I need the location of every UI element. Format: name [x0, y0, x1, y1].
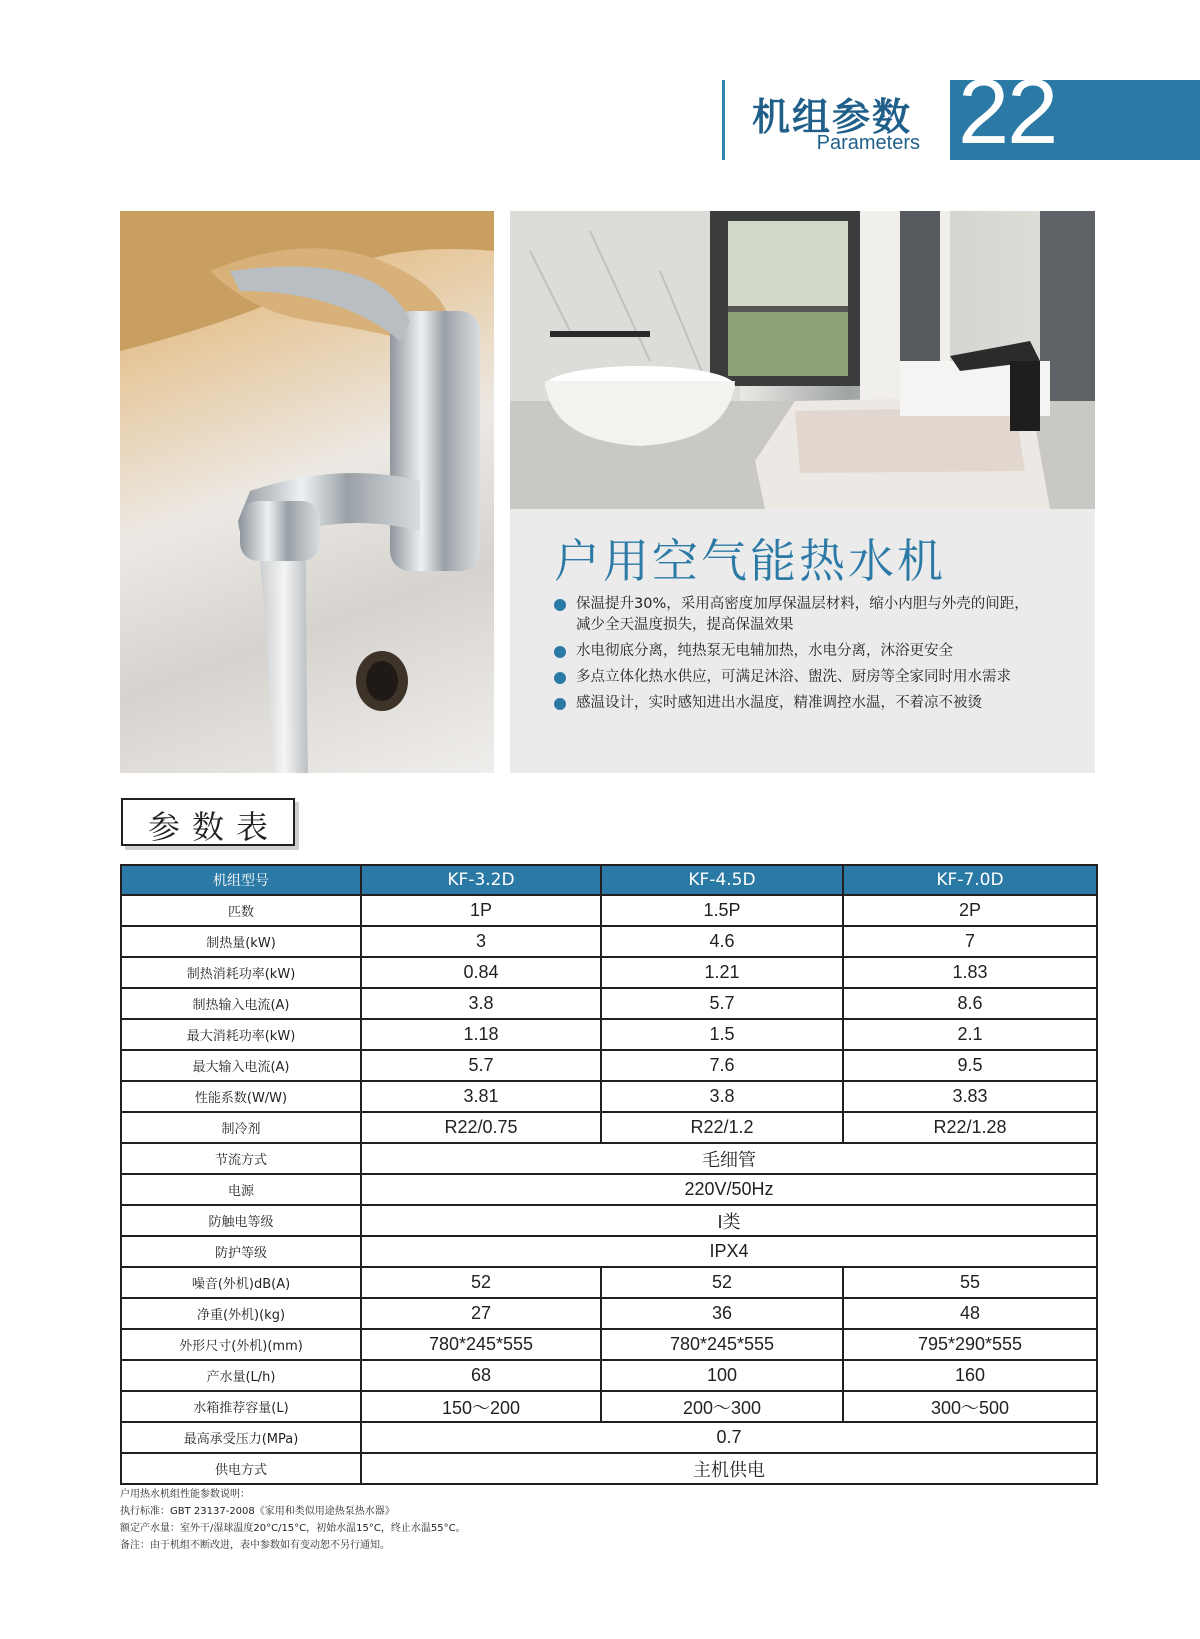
page-title-en: Parameters — [816, 132, 920, 154]
table-cell: 68 — [361, 1360, 601, 1391]
table-cell: 2P — [843, 895, 1097, 926]
table-cell: 150～200 — [361, 1391, 601, 1422]
feature-item — [554, 641, 1034, 662]
section-label-box — [121, 798, 295, 846]
table-row — [121, 1205, 1097, 1236]
table-cell: 7.6 — [601, 1050, 843, 1081]
product-feature-panel — [510, 509, 1095, 773]
table-cell: 3.8 — [361, 988, 601, 1019]
section-label: 参数表 — [147, 808, 280, 846]
table-row — [121, 895, 1097, 926]
table-cell: 4.6 — [601, 926, 843, 957]
header-cell-kf-7.0d: KF-7.0D — [843, 865, 1097, 895]
table-cell: 5.7 — [361, 1050, 601, 1081]
table-cell: 48 — [843, 1298, 1097, 1329]
table-cell: 3.81 — [361, 1081, 601, 1112]
table-cell: 5.7 — [601, 988, 843, 1019]
feature-text: 感温设计，实时感知进出水温度，精准调控水温，不着凉不被烫 — [576, 695, 982, 711]
row-label: 匹数 — [121, 895, 361, 926]
feature-item — [554, 693, 1034, 714]
bathroom-photo — [510, 211, 1095, 509]
row-label: 最大输入电流(A) — [121, 1050, 361, 1081]
table-row — [121, 1236, 1097, 1267]
table-cell: 8.6 — [843, 988, 1097, 1019]
row-label: 制热输入电流(A) — [121, 988, 361, 1019]
row-label: 性能系数(W/W) — [121, 1081, 361, 1112]
feature-item — [554, 667, 1034, 688]
table-cell: 1.18 — [361, 1019, 601, 1050]
parameter-table — [120, 864, 1098, 1485]
table-row — [121, 1019, 1097, 1050]
table-row — [121, 1267, 1097, 1298]
header-cell-kf-3.2d: KF-3.2D — [361, 865, 601, 895]
note-line: 备注：由于机组不断改进，表中参数如有变动恕不另行通知。 — [120, 1540, 390, 1551]
table-cell: 2.1 — [843, 1019, 1097, 1050]
feature-item — [554, 594, 1034, 636]
table-cell: 9.5 — [843, 1050, 1097, 1081]
row-label: 防护等级 — [121, 1236, 361, 1267]
feature-text: 保温提升30%，采用高密度加厚保温层材料，缩小内胆与外壳的间距，减少全天温度损失，提高保温效果 — [576, 596, 1029, 633]
faucet-photo — [120, 211, 494, 773]
table-cell: 1.5 — [601, 1019, 843, 1050]
table-cell-merged: 毛细管 — [361, 1143, 1097, 1174]
table-row — [121, 988, 1097, 1019]
note-line: 额定产水量：室外干/湿球温度20°C/15°C，初始水温15°C，终止水温55°C。 — [120, 1523, 466, 1534]
table-cell: 780*245*555 — [361, 1329, 601, 1360]
table-cell: 3.8 — [601, 1081, 843, 1112]
table-cell: 1P — [361, 895, 601, 926]
bullet-icon — [554, 672, 566, 684]
row-label: 节流方式 — [121, 1143, 361, 1174]
table-cell: 52 — [601, 1267, 843, 1298]
table-row — [121, 1453, 1097, 1484]
bullet-icon — [554, 646, 566, 658]
row-label: 供电方式 — [121, 1453, 361, 1484]
header-divider — [722, 80, 725, 160]
row-label: 最大消耗功率(kW) — [121, 1019, 361, 1050]
table-cell: 52 — [361, 1267, 601, 1298]
table-row — [121, 926, 1097, 957]
note-line: 执行标准：GBT 23137-2008《家用和类似用途热泵热水器》 — [120, 1506, 395, 1517]
table-row — [121, 1422, 1097, 1453]
table-cell: R22/1.2 — [601, 1112, 843, 1143]
row-label: 产水量(L/h) — [121, 1360, 361, 1391]
row-label: 外形尺寸(外机)(mm) — [121, 1329, 361, 1360]
header-cell-model: 机组型号 — [121, 865, 361, 895]
table-cell: 200～300 — [601, 1391, 843, 1422]
table-cell-merged: 主机供电 — [361, 1453, 1097, 1484]
bullet-icon — [554, 698, 566, 710]
feature-text: 水电彻底分离，纯热泵无电辅加热，水电分离，沐浴更安全 — [576, 643, 953, 659]
row-label: 水箱推荐容量(L) — [121, 1391, 361, 1422]
table-row — [121, 1391, 1097, 1422]
row-label: 防触电等级 — [121, 1205, 361, 1236]
table-row — [121, 1050, 1097, 1081]
table-row — [121, 1143, 1097, 1174]
table-cell-merged: I类 — [361, 1205, 1097, 1236]
table-cell: 780*245*555 — [601, 1329, 843, 1360]
table-cell: R22/0.75 — [361, 1112, 601, 1143]
table-cell: 27 — [361, 1298, 601, 1329]
table-cell: 1.83 — [843, 957, 1097, 988]
table-cell: 160 — [843, 1360, 1097, 1391]
table-row — [121, 1329, 1097, 1360]
row-label: 制热量(kW) — [121, 926, 361, 957]
table-cell: 7 — [843, 926, 1097, 957]
table-cell: 55 — [843, 1267, 1097, 1298]
table-cell-merged: IPX4 — [361, 1236, 1097, 1267]
table-cell: R22/1.28 — [843, 1112, 1097, 1143]
bullet-icon — [554, 599, 566, 611]
page-number: 22 — [958, 61, 1057, 163]
row-label: 制冷剂 — [121, 1112, 361, 1143]
note-line: 户用热水机组性能参数说明： — [120, 1489, 250, 1500]
table-cell: 100 — [601, 1360, 843, 1391]
row-label: 净重(外机)(kg) — [121, 1298, 361, 1329]
feature-list — [554, 594, 1034, 719]
page-title-cn: 机组参数 — [752, 95, 913, 139]
table-row — [121, 1298, 1097, 1329]
footnotes — [120, 1486, 466, 1554]
row-label: 电源 — [121, 1174, 361, 1205]
table-cell: 36 — [601, 1298, 843, 1329]
table-cell: 795*290*555 — [843, 1329, 1097, 1360]
table-cell-merged: 0.7 — [361, 1422, 1097, 1453]
product-title: 户用空气能热水机 — [554, 534, 946, 588]
table-cell: 1.5P — [601, 895, 843, 926]
table-cell: 300～500 — [843, 1391, 1097, 1422]
table-cell-merged: 220V/50Hz — [361, 1174, 1097, 1205]
table-cell: 3.83 — [843, 1081, 1097, 1112]
header-cell-kf-4.5d: KF-4.5D — [601, 865, 843, 895]
table-header-row — [121, 865, 1097, 895]
table-row — [121, 1360, 1097, 1391]
table-row — [121, 1112, 1097, 1143]
row-label: 制热消耗功率(kW) — [121, 957, 361, 988]
table-cell: 0.84 — [361, 957, 601, 988]
row-label: 噪音(外机)dB(A) — [121, 1267, 361, 1298]
table-row — [121, 1081, 1097, 1112]
table-row — [121, 1174, 1097, 1205]
table-cell: 3 — [361, 926, 601, 957]
table-cell: 1.21 — [601, 957, 843, 988]
row-label: 最高承受压力(MPa) — [121, 1422, 361, 1453]
feature-text: 多点立体化热水供应，可满足沐浴、盥洗、厨房等全家同时用水需求 — [576, 669, 1011, 685]
table-row — [121, 957, 1097, 988]
